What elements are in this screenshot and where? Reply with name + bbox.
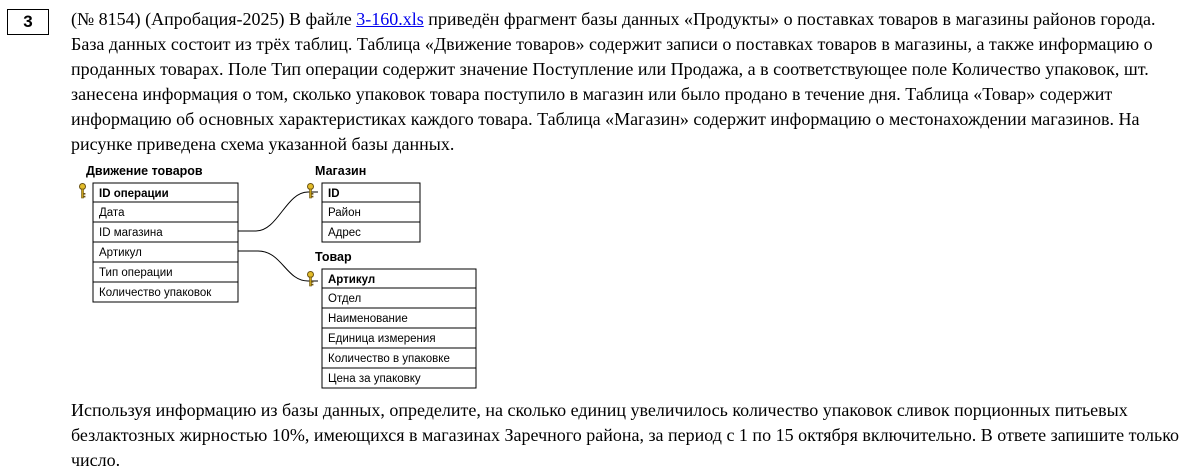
file-link[interactable]: 3-160.xls [356, 9, 424, 29]
task-number-box [7, 9, 49, 35]
relation-movement-shop [238, 192, 318, 231]
shop-field: ID [328, 188, 340, 200]
product-table-title: Товар [315, 250, 352, 264]
product-field: Цена за упаковку [328, 373, 421, 385]
task-question: Используя информацию из базы данных, определите, на сколько единиц увеличилось количество упаковок сливок порционных питьевых безлактозных жирностью 10%, имеющихся в магазинах Заречного района, за период с 1 по 15 октября включительно. В ответе запишите только число. [71, 400, 1180, 470]
key-icon [80, 184, 86, 199]
movement-field: Количество упаковок [99, 287, 212, 299]
relation-movement-product [238, 251, 318, 281]
intro-text: приведён фрагмент базы данных «Продукты» о поставках товаров в магазины районов города. База данных состоит из трёх таблиц. Таблица «Движение товаров» содержит записи о поставках товаров в магазины, а также информацию о проданных товарах. Поле Тип операции содержит значение Поступление или Продажа, а в соответствующее поле Количество упаковок, шт. занесена информация о том, сколько упаковок товара поступило в магазин или было продано в течение дня. Таблица «Товар» содержит информацию об основных характеристиках каждого товара. Таблица «Магазин» содержит информацию о местонахождении магазинов. На рисунке приведена схема указанной базы данных. [71, 9, 1156, 154]
movement-table-frame [93, 183, 238, 302]
product-field: Наименование [328, 313, 408, 325]
movement-field: ID магазина [99, 227, 163, 239]
movement-field: Артикул [99, 247, 142, 259]
movement-field: Тип операции [99, 267, 173, 279]
key-icon [308, 272, 314, 287]
shop-table-frame [322, 183, 420, 242]
task-number: 3 [23, 12, 33, 31]
shop-field: Район [328, 207, 361, 219]
product-field: Артикул [328, 274, 376, 286]
movement-field: Дата [99, 207, 125, 219]
product-field: Количество в упаковке [328, 353, 450, 365]
product-field: Отдел [328, 293, 362, 305]
intro-prefix: (№ 8154) (Апробация-2025) В файле [71, 9, 357, 29]
movement-table-title: Движение товаров [86, 164, 203, 178]
product-table-frame [322, 269, 476, 388]
key-icon [308, 184, 314, 199]
shop-field: Адрес [328, 227, 361, 239]
task-description [71, 7, 1191, 157]
movement-field: ID операции [99, 188, 169, 200]
shop-table-title: Магазин [315, 164, 367, 178]
product-field: Единица измерения [328, 333, 436, 345]
